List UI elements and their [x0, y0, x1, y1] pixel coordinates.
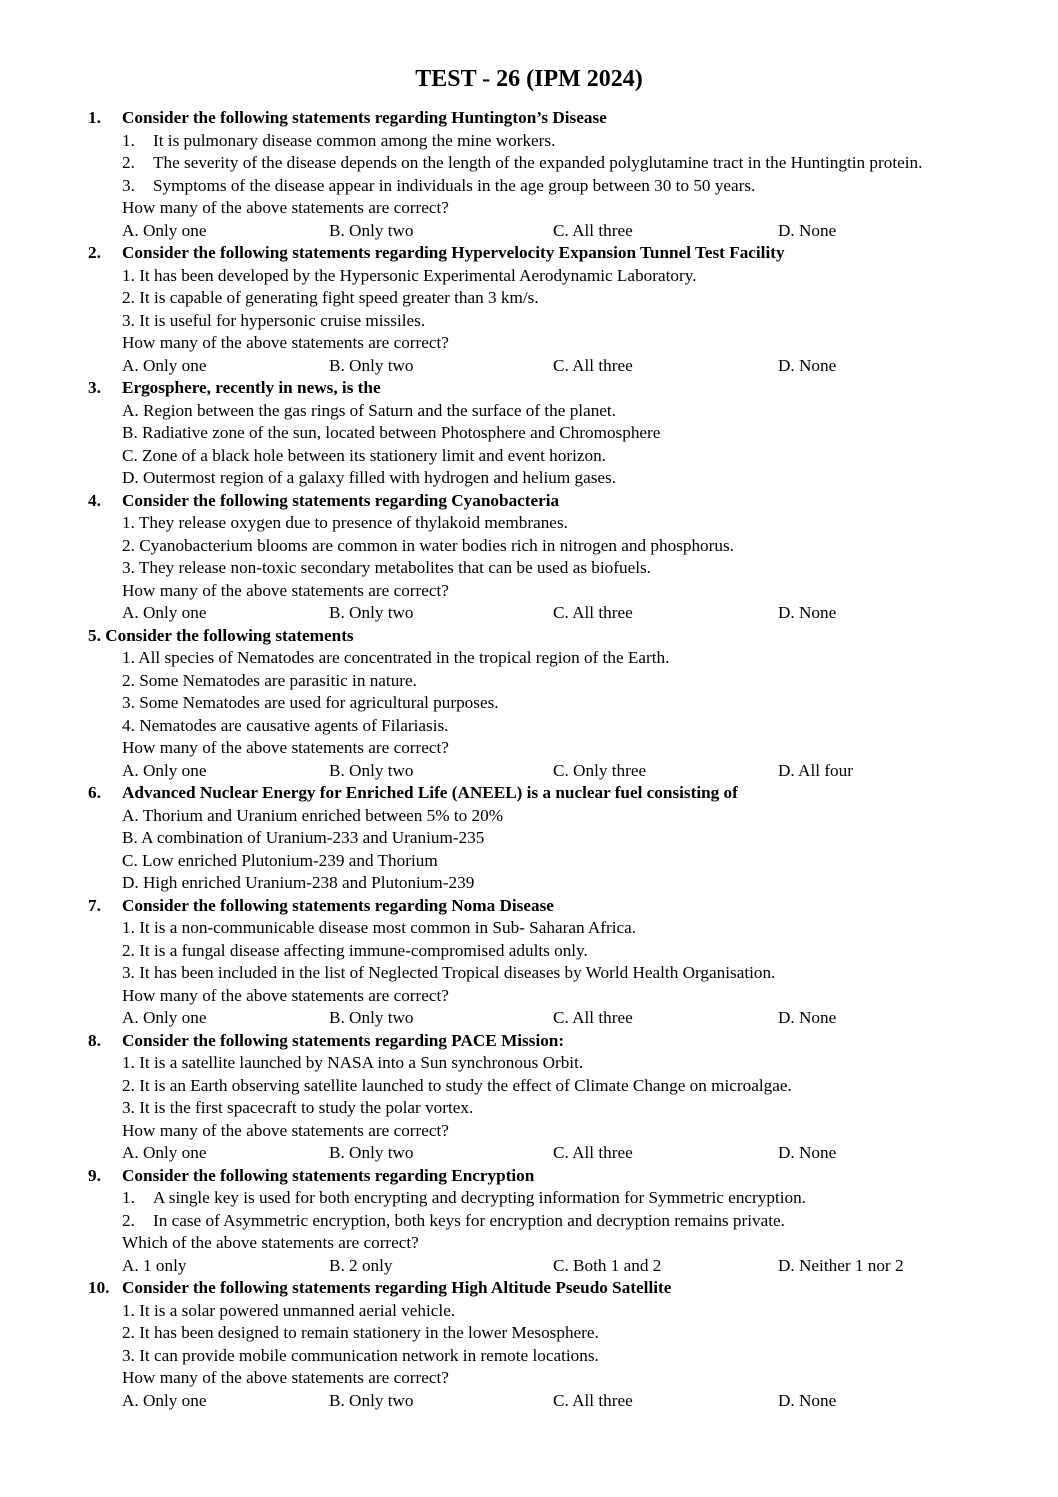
question-number: 9. — [88, 1165, 101, 1185]
answer-option: A. Only one — [122, 1143, 207, 1162]
question-block-4 — [88, 490, 988, 625]
answer-option: D. None — [778, 220, 837, 240]
question-heading-text: Consider the following statements regarding PACE Mission: — [122, 1030, 565, 1050]
question-heading — [88, 1165, 988, 1188]
answer-option: D. All four — [778, 760, 853, 780]
question-number: 8. — [88, 1030, 101, 1050]
statement-line — [88, 130, 988, 153]
question-block-6 — [88, 782, 988, 895]
question-number: 6. — [88, 783, 101, 802]
question-prompt: How many of the above statements are correct? — [122, 1120, 449, 1140]
answer-option: C. Only three — [553, 760, 647, 780]
question-prompt: How many of the above statements are correct? — [122, 333, 449, 352]
answer-option: B. Only two — [329, 1143, 414, 1162]
statement-line: 2. It has been designed to remain stationery in the lower Mesosphere. — [122, 1323, 599, 1342]
statement-number: 2. — [122, 1210, 135, 1230]
question-heading-text: Consider the following statements regarding Cyanobacteria — [122, 490, 560, 510]
statement-line: A. Region between the gas rings of Saturn and the surface of the planet. — [122, 400, 616, 420]
question-heading-text: Consider the following statements regarding Huntington’s Disease — [122, 108, 607, 127]
answer-options — [88, 355, 988, 378]
statement-line: 2. Cyanobacterium blooms are common in water bodies rich in nitrogen and phosphorus. — [122, 535, 734, 555]
answer-option: A. Only one — [122, 220, 207, 240]
statement-text: A single key is used for both encrypting and decrypting information for Symmetric encryption. — [153, 1188, 806, 1207]
answer-option: D. None — [778, 603, 837, 622]
statement-line: B. A combination of Uranium-233 and Uranium-235 — [122, 828, 485, 847]
question-block-8 — [88, 1030, 988, 1165]
question-number: 3. — [88, 378, 101, 397]
question-number: 10. — [88, 1278, 110, 1297]
question-heading — [88, 242, 988, 265]
question-heading — [88, 1030, 988, 1053]
answer-option: B. Only two — [329, 355, 414, 375]
question-prompt: How many of the above statements are correct? — [122, 985, 449, 1005]
answer-option: C. All three — [553, 355, 633, 375]
statement-line: C. Low enriched Plutonium-239 and Thorium — [122, 850, 438, 870]
answer-option: A. Only one — [122, 1390, 207, 1410]
statement-text: It is pulmonary disease common among the mine workers. — [153, 130, 556, 150]
question-block-5 — [88, 625, 988, 783]
answer-options — [88, 220, 988, 243]
question-block-9 — [88, 1165, 988, 1278]
question-heading — [88, 490, 988, 513]
statement-line — [88, 152, 988, 175]
answer-option: A. Only one — [122, 1008, 207, 1027]
statement-line — [88, 175, 988, 198]
statement-line — [88, 1210, 988, 1233]
question-prompt: How many of the above statements are correct? — [122, 580, 449, 600]
question-prompt: Which of the above statements are correct? — [122, 1233, 419, 1252]
question-heading — [88, 1277, 988, 1300]
question-prompt: How many of the above statements are correct? — [122, 198, 449, 217]
answer-option: C. All three — [553, 220, 633, 240]
statement-line: 1. It is a solar powered unmanned aerial vehicle. — [122, 1300, 456, 1320]
question-prompt: How many of the above statements are correct? — [122, 1368, 449, 1387]
question-heading — [88, 895, 988, 918]
question-block-7 — [88, 895, 988, 1030]
answer-option: A. Only one — [122, 603, 207, 622]
question-heading-text: Ergosphere, recently in news, is the — [122, 378, 381, 397]
answer-option: A. 1 only — [122, 1255, 187, 1275]
answer-option: B. 2 only — [329, 1255, 393, 1275]
statement-line: B. Radiative zone of the sun, located between Photosphere and Chromosphere — [122, 423, 661, 442]
answer-options — [88, 1255, 988, 1278]
statement-line: 3. It is useful for hypersonic cruise missiles. — [122, 310, 426, 330]
page-title: TEST - 26 (IPM 2024) — [415, 66, 643, 92]
question-heading-text: Consider the following statements regarding Encryption — [122, 1165, 535, 1185]
answer-option: C. All three — [553, 1008, 633, 1027]
statement-number: 2. — [122, 153, 135, 172]
statement-line: 2. It is an Earth observing satellite launched to study the effect of Climate Change on microalgae. — [122, 1075, 792, 1095]
answer-option: C. All three — [553, 603, 633, 622]
question-heading-text: Advanced Nuclear Energy for Enriched Life (ANEEL) is a nuclear fuel consisting of — [122, 783, 738, 802]
answer-option: D. None — [778, 1143, 837, 1162]
statement-line — [88, 1187, 988, 1210]
question-number: 4. — [88, 490, 101, 510]
answer-options — [88, 760, 988, 783]
statement-line: 2. It is capable of generating fight speed greater than 3 km/s. — [122, 288, 539, 307]
answer-option: A. Only one — [122, 355, 207, 375]
question-heading-text: 5. Consider the following statements — [88, 625, 354, 645]
statement-text: In case of Asymmetric encryption, both keys for encryption and decryption remains private. — [153, 1210, 785, 1230]
statement-line: 3. Some Nematodes are used for agricultural purposes. — [122, 693, 499, 712]
answer-option: B. Only two — [329, 1008, 414, 1027]
answer-options — [88, 1007, 988, 1030]
answer-option: B. Only two — [329, 220, 414, 240]
statement-line: C. Zone of a black hole between its stationery limit and event horizon. — [122, 445, 606, 465]
statement-line: 3. It can provide mobile communication network in remote locations. — [122, 1345, 599, 1365]
answer-option: A. Only one — [122, 760, 207, 780]
answer-option: D. None — [778, 355, 837, 375]
statement-line: 3. They release non-toxic secondary metabolites that can be used as biofuels. — [122, 558, 651, 577]
statement-line: D. High enriched Uranium-238 and Plutonium-239 — [122, 873, 475, 892]
question-heading-text: Consider the following statements regarding Hypervelocity Expansion Tunnel Test Facility — [122, 243, 785, 262]
statement-number: 1. — [122, 1188, 135, 1207]
answer-option: D. None — [778, 1008, 837, 1027]
statement-line: 3. It has been included in the list of Neglected Tropical diseases by World Health Organisation. — [122, 963, 776, 982]
statement-text: The severity of the disease depends on the length of the expanded polyglutamine tract in the Huntingtin protein. — [153, 153, 923, 172]
statement-line: 1. It has been developed by the Hypersonic Experimental Aerodynamic Laboratory. — [122, 265, 697, 285]
question-block-1 — [88, 107, 988, 242]
answer-option: C. All three — [553, 1390, 633, 1410]
question-number: 7. — [88, 895, 101, 915]
question-block-10 — [88, 1277, 988, 1412]
question-heading-text: Consider the following statements regarding Noma Disease — [122, 895, 554, 915]
answer-option: C. All three — [553, 1143, 633, 1162]
question-heading — [88, 107, 988, 130]
answer-options — [88, 1390, 988, 1413]
question-number: 1. — [88, 108, 101, 127]
answer-option: D. None — [778, 1390, 837, 1410]
question-number: 2. — [88, 243, 101, 262]
statement-line: A. Thorium and Uranium enriched between 5% to 20% — [122, 805, 504, 825]
question-heading-text: Consider the following statements regarding High Altitude Pseudo Satellite — [122, 1278, 672, 1297]
statement-line: 1. It is a non-communicable disease most common in Sub- Saharan Africa. — [122, 918, 637, 937]
answer-option: D. Neither 1 nor 2 — [778, 1255, 904, 1275]
statement-text: Symptoms of the disease appear in individuals in the age group between 30 to 50 years. — [153, 175, 756, 195]
answer-options — [88, 602, 988, 625]
statement-number: 1. — [122, 130, 135, 150]
answer-option: C. Both 1 and 2 — [553, 1255, 662, 1275]
answer-options — [88, 1142, 988, 1165]
question-list — [88, 107, 988, 1412]
statement-line: D. Outermost region of a galaxy filled with hydrogen and helium gases. — [122, 468, 617, 487]
statement-number: 3. — [122, 175, 135, 195]
statement-line: 1. All species of Nematodes are concentrated in the tropical region of the Earth. — [122, 648, 670, 667]
question-heading — [88, 377, 988, 400]
statement-line: 1. They release oxygen due to presence of thylakoid membranes. — [122, 513, 568, 532]
statement-line: 3. It is the first spacecraft to study the polar vortex. — [122, 1098, 474, 1117]
question-prompt: How many of the above statements are correct? — [122, 738, 449, 757]
answer-option: B. Only two — [329, 760, 414, 780]
answer-option: B. Only two — [329, 603, 414, 622]
statement-line: 1. It is a satellite launched by NASA into a Sun synchronous Orbit. — [122, 1053, 584, 1072]
statement-line: 2. Some Nematodes are parasitic in nature. — [122, 670, 417, 690]
answer-option: B. Only two — [329, 1390, 414, 1410]
question-heading — [88, 625, 988, 648]
question-heading — [88, 782, 988, 805]
statement-line: 4. Nematodes are causative agents of Filariasis. — [122, 715, 449, 735]
question-block-3 — [88, 377, 988, 490]
question-block-2 — [88, 242, 988, 377]
statement-line: 2. It is a fungal disease affecting immune-compromised adults only. — [122, 940, 588, 960]
